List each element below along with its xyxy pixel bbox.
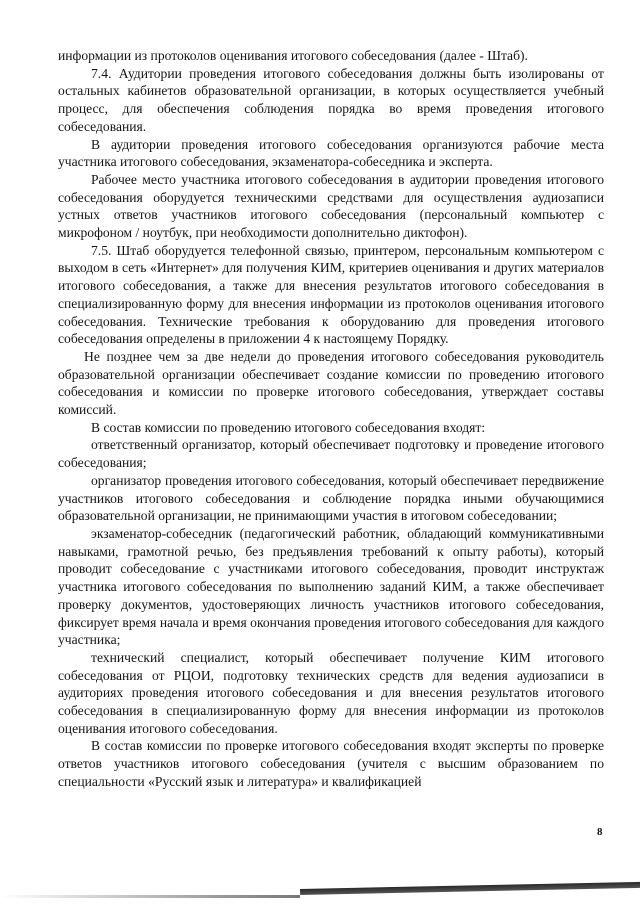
paragraph-commission-creation: Не позднее чем за две недели до проведения итогового собеседования руководитель образовательной организации обеспечивает создание комиссии по проведению итогового собеседования и комиссии по проверке итогового собеседования, утверждает составы комиссий. <box>58 348 604 418</box>
paragraph-workplaces: В аудитории проведения итогового собеседования организуются рабочие места участника итогового собеседования, экзаменатора-собеседника и эксперта. <box>58 136 604 170</box>
page-number: 8 <box>597 826 603 838</box>
scan-page-edge <box>300 882 640 895</box>
paragraph-participant-workplace: Рабочее место участника итогового собеседования в аудитории проведения итогового собеседования оборудуется техническими средствами для осуществления аудиозаписи устных ответов участников итогового собеседования (персональный компьютер с микрофоном / ноутбук, при необходимости дополнительно диктофон). <box>58 171 604 241</box>
paragraph-technical-specialist: технический специалист, который обеспечивает получение КИМ итогового собеседования от РЦОИ, подготовку технических средств для ведения аудиозаписи в аудиториях проведения итогового собеседования и для внесения результатов итогового собеседования в специализированную форму для внесения информации из протоколов оценивания итогового собеседования. <box>58 649 604 736</box>
paragraph-commission-composition: В состав комиссии по проведению итогового собеседования входят: <box>91 419 486 435</box>
paragraph-examiner-interlocutor: экзаменатор-собеседник (педагогический работник, обладающий коммуникативными навыками, грамотной речью, без предъявления требований к опыту работы), который проводит собеседование с участниками итогового собеседования, проводит инструктаж участника итогового собеседования по выполнению заданий КИМ, а также обеспечивает проверку документов, удостоверяющих личность участников итогового собеседования, фиксирует время начала и время окончания проведения итогового собеседования для каждого участника; <box>58 525 604 648</box>
paragraph-7-5: 7.5. Штаб оборудуется телефонной связью, принтером, персональным компьютером с выходом в сеть «Интернет» для получения КИМ, критериев оценивания и других материалов итогового собеседования, а также для внесения результатов итогового собеседования в специализированную форму для внесения информации из протоколов оценивания итогового собеседования. Технические требования к оборудованию для проведения итогового собеседования определены в приложении 4 к настоящему Порядку. <box>58 242 604 347</box>
scan-shadow-edge <box>0 895 300 898</box>
paragraph-7-4: 7.4. Аудитории проведения итогового собеседования должны быть изолированы от остальных кабинетов образовательной организации, в которых осуществляется учебный процесс, для обеспечения соблюдения порядка во время проведения итогового собеседования. <box>58 65 604 134</box>
paragraph-continuation: информации из протоколов оценивания итогового собеседования (далее - Штаб). <box>58 48 528 63</box>
document-body <box>58 47 604 791</box>
paragraph-responsible-organizer: ответственный организатор, который обеспечивает подготовку и проведение итогового собеседования; <box>58 437 604 471</box>
paragraph-organizer: организатор проведения итогового собеседования, который обеспечивает передвижение участников итогового собеседования и соблюдение порядка иными обучающимися образовательной организации, не принимающими участия в итоговом собеседовании; <box>58 472 604 524</box>
paragraph-checking-commission: В состав комиссии по проверке итогового собеседования входят эксперты по проверке ответов участников итогового собеседования (учителя с высшим образованием по специальности «Русский язык и литература» и квалификацией <box>58 738 604 789</box>
